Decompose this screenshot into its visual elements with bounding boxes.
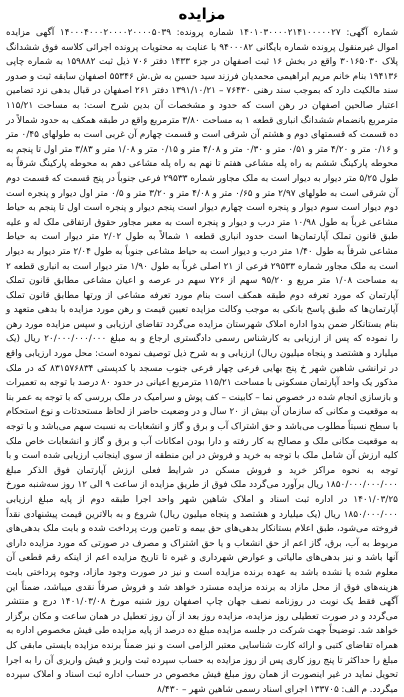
notice-body: شماره آگهی: ۱۴۰۱۰۳۰۰۰۰۲۱۴۱۰۰۰۰۰۲۷ شماره پرونده: ۱۴۰۰۰۴۰۰۰۲۰۰۰۰۲۰۰۰۰۵۰۳۹ آگهی مزایده اموال غیرمنقول پرونده شماره بایگانی ۹۴۰۰۰۸۲ با عنایت به محتویات پرونده اجرائی کلاسه فوق ششدانگ پلاک ۳۰۱۶۵۰۳۰ واقع در بخش ۱۶ ثبت اصفهان در جزء ۱۴۳۳ دفتر ۷۰۶ ذیل ثبت ۱۵۹۸۸۲ به شماره چاپی ۱۹۴۱۳۶ بنام خانم مریم ابراهیمی محمدیان فرزند سید حسین به ش.ش ۵۵۳۴۶ اصفهان سابقه ثبت و صدور سند مالکیت دارد که بموجب سند رهنی ۷۶۴۳۰ – ۱۳۹۱/۱۰/۲۱ دفتر ۲۶۱ اصفهان در قبال بدهی نزد تضامین اعتبار صالحین اصفهان در رهن است که حدود و مشخصات آن بدین شرح است: به مساحت ۱۱۵/۲۱ مترمربع بانضمام ششدانگ انباری قطعه ۱ به مساحت ۳/۸۰ مترمربع واقع در طبقه همکف به حدود شمالاً در ده قسمت که قسمتهای دوم و هشتم آن شرقی است و قسمت چهارم آن غربی است به طولهای ۰/۴۵ متر و ۰/۱۶ متر و ۴/۲۰ متر و ۰/۵۱ متر و ۰/۳۰ متر و ۴/۰۸ متر و ۰/۱۵ متر و ۱/۰۸ متر و ۳/۸۳ متر اول تا پنجم به محوطه پارکینگ ششم به راه پله مشاعی هفتم تا نهم به راه پله مشاعی دهم به محوطه پارکینگ شرقاً به طول ۵/۲۵ متر دیوار به دیوار است به ملک مجاور شماره ۲۹۵۳۳ فرعی جنوباً در پنج قسمت که قسمت دوم آن شرقی است به طولهای ۲/۹۷ متر و ۰/۶۵ متر و ۴/۰۸ متر و ۳/۲۰ متر و ۰/۵ متر اول دیوار و پنجره است دوم دیوار است سوم دیوار و پنجره است چهارم دیوار است پنجم دیوار و پنجره است اول تا پنجم به حیاط مشاعی غرباً به طول ۱۰/۹۸ متر درب و دیوار و پنجره است به معبر مجاور حقوق ارتفاقی ملک له و علیه طبق قانون تملک آپارتمان‌ها است حدود انباری قطعه ۱ شمالاً به طول ۲/۰۲ متر دیوار است به حیاط مشاعی شرقاً به طول ۱/۴۰ متر درب و دیوار است به حیاط مشاعی جنوباً به طول ۲/۰۴ متر دیوار به دیوار است به ملک مجاور شماره ۲۹۵۳۳ فرعی از ۲۱ اصلی غرباً به طول ۱/۹۰ متر دیوار است به انباری قطعه ۲ به مساحت ۱/۰۸ متر مربع و ۹۵/۲۰ سهم از ۷۲۶ سهم در عرصه و اعیان مشاعی مطابق قانون تملک آپارتمان که مورد تعرفه دوم طبقه همکف است بنام مورد تعرفه مشاعی از ورتها مطابق قانون تملک آپارتمان‌ها که طبق پاسخ بانکی به موجب وکالت مزایده تعیین قیمت و رهن مورد مزایده با بدهی متعهد و بنام بستانکار ضمن بدوا اداره املاک شهرستان مزایده می‌گردد تقاضای ارزیابی و سپس مزایده مورد رهن را نموده که پس از ارزیابی به کارشناس رسمی دادگستری ارجاع و به مبلغ ۲۰/۰۰۰/۰۰۰/۰۰۰ ریال (یک میلیارد و هشتصد و پنجاه میلیون ریال) ارزیابی و به شرح ذیل توصیف نموده است: محل مورد ارزیابی واقع در ترانشی شاهین شهر خ پنج بهایی فرعی چهار فرعی جنوب مسجد با کدپستی ۸۳۱۵۷۶۸۳۴ که در ملک مذکور یک واحد آپارتمان مسکونی با مساحت ۱۱۵/۲۱ مترمربع اعیانی در حدود ۸۰ درصد با توجه به تعمیرات و بازسازی انجام شده در خصوص نما – کابینت – کف پوش و سرامیک در ملک بررسی که با توجه به عمر بنا به موقعیت و مکانی که سازمان آن بیش از ۲۰ سال و در وضعیت حاضر از لحاظ مستحدثات و نوع استحکام با سطح نسبتاً مطلوب می‌باشد و حق اشتراک آب و برق و گاز و انشعابات به نسبت سهم می‌باشد و با توجه به موقعیت مکانی ملک و مصالح به کار رفته و دارا بودن امکانات آب و برق و گاز و انشعابات خاص ملک کلیه ارزش آن شامل ملک با توجه به خرید و فروش در این منطقه از سوی اینجانب ارزیابی شده است و با توجه به نحوه مراکز خرید و فروش مسکن در شرایط فعلی ارزش آپارتمان فوق الذکر مبلغ ۱۸۵۰/۰۰۰/۰۰۰/۰۰۰ ریال برآورد می‌گردد ملک فوق از طریق مزایده از ساعت ۹ الی ۱۲ روز سه‌شنبه مورخ ۱۴۰۱/۰۳/۲۵ در اداره ثبت اسناد و املاک شاهین شهر واحد اجرا طبقه دوم از پایه مبلغ ارزیابی ۱۸۵۰/۰۰۰/۰۰۰ ریال (یک میلیارد و هشتصد و پنجاه میلیون ریال) شروع و به بالاترین قیمت پیشنهادی نقداً فروخته می‌شود، طبق اعلام بستانکار بدهی‌های حق بیمه و تامین ورت پرداخت شده و بابت ملک بدهی‌های مربوط به آب، برق، گاز اعم از حق انشعاب و یا حق اشتراک و مصرف در صورتی که مورد مزایده دارای آنها باشد و نیز بدهی‌های مالیاتی و عوارض شهرداری و غیره تا تاریخ مزایده اعم از اینکه رقم قطعی آن معلوم شده یا نشده باشد به عهده برنده مزایده است و نیز در صورت وجود مازاد، وجوه پرداختی بابت هزینه‌های فوق از محل مازاد به برنده مزایده مسترد خواهد شد و فروش صرفاً نقدی میباشد، ضمناً این آگهی فقط یک نوبت در روزنامه نصف جهان چاپ اصفهان روز شنبه مورخ ۱۴۰۱/۰۳/۰۸ درج و منتشر می‌گردد و در صورت تعطیلی روز مزایده، مزایده روز بعد از آن روز تعطیل در همان ساعت و مکان برگزار خواهد شد. توضیحاً جهت شرکت در جلسه مزایده مبلغ ده درصد از پایه مزایده طی فیش مخصوص اداره به همراه تقاضای کتبی و ارائه کارت شناسایی معتبر الزامی است و نیز ضمناً برنده مزایده بایستی مابقی کل مبلغ را حداکثر تا پنج روز کاری پس از روز مزایده به حساب سپرده ثبت واریز و فیش واریزی آن را به اجرا تحویل نماید در غیر اینصورت از همان روز مبلغ فیش مخصوص در حساب اداره ثبت اسناد و املاک سپرده میگردد. م الف: ۱۳۳۷۰۵ اجرای اسناد رسمی شاهین شهر – ۸/۴۳۰	[6, 28, 399, 695]
notice-title: مزایده	[178, 5, 226, 23]
